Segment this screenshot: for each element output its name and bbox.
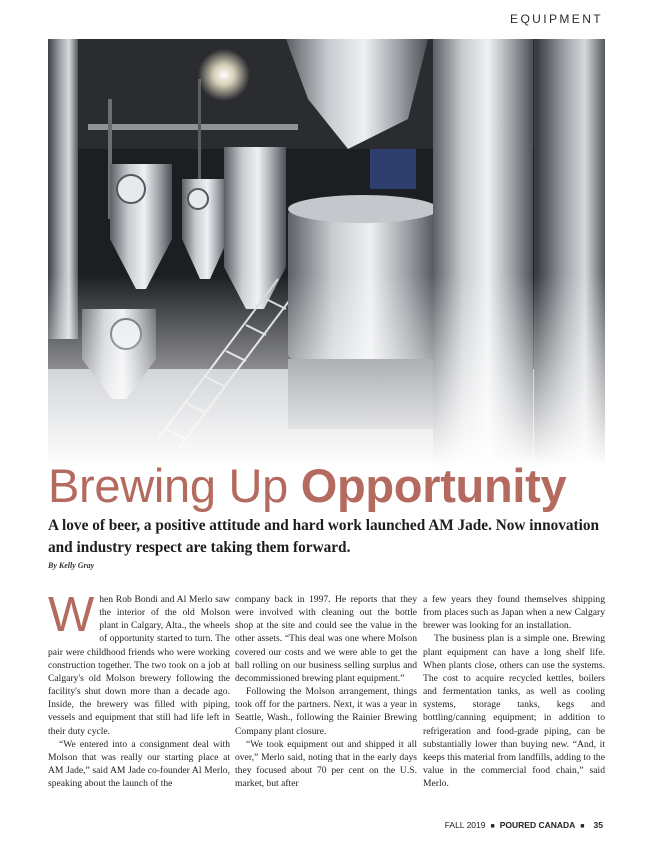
body-column-3 bbox=[423, 593, 605, 790]
body-column-2 bbox=[235, 593, 417, 790]
headline bbox=[48, 456, 566, 516]
separator-bullet-icon: ■ bbox=[580, 823, 585, 830]
headline-light: Brewing Up bbox=[48, 459, 288, 512]
brewery-tanks-photo bbox=[48, 39, 605, 467]
headline-bold: Opportunity bbox=[300, 459, 567, 512]
separator-bullet-icon: ■ bbox=[490, 823, 495, 830]
byline: By Kelly Gray bbox=[48, 561, 95, 570]
section-label: EQUIPMENT bbox=[510, 12, 603, 26]
paragraph bbox=[48, 588, 230, 738]
paragraph: “We entered into a consignment deal with Molson that was really our starting place at AM Jade,” said AM Jade co-founder Al Merlo, speaking about the launch of the bbox=[48, 738, 230, 790]
dropcap: W bbox=[48, 588, 95, 642]
magazine-name: POURED CANADA bbox=[499, 820, 576, 830]
paragraph: Following the Molson arrangement, things took off for the partners. Next, it was a year in Seattle, Wash., following the Rainier Brewing Company plant closure. bbox=[235, 686, 417, 737]
paragraph: “We took equipment out and shipped it all over,” Merlo said, noting that in the early days they focused about 70 per cent on the U.S. market, but after bbox=[235, 738, 417, 790]
dek: A love of beer, a positive attitude and hard work launched AM Jade. Now innovation and industry respect are taking them forward. bbox=[48, 517, 600, 556]
paragraph: company back in 1997. He reports that they were involved with cleaning out the bottle shop at the site and could see the value in the other assets. “This deal was one where Molson covered our costs and we were able to get the ball rolling on our business selling surplus and decommissioned brewing plant equipment.” bbox=[235, 594, 417, 684]
body-column-1 bbox=[48, 588, 230, 790]
page-footer bbox=[445, 820, 603, 830]
page-number: 35 bbox=[593, 820, 603, 830]
paragraph-text: hen Rob Bondi and Al Merlo saw the interior of the old Molson plant in Calgary, Alta., the wheels of opportunity started to turn. The pair were childhood friends who were working construction together. The two took on a job at Calgary's old Molson brewery following the facility's shut down more than a decade ago. Inside, the brewery was filled with piping, vessels and equipment that still had life left in their duty cycle. bbox=[48, 594, 230, 737]
paragraph: The business plan is a simple one. Brewing plant equipment can have a long shelf life. When plants close, others can use the systems. The cost to acquire recycled kettles, boilers and fermentation tanks, as well as cooling systems, storage tanks, kegs and bottling/canning equipment; in addition to refrigeration and food-grade piping, can be substantially lower than buying new. “And, it keeps this material from landfills, adding to the value in the commercial food chain,” said Merlo. bbox=[423, 633, 605, 790]
issue-date: FALL 2019 bbox=[444, 820, 486, 830]
paragraph: a few years they found themselves shipping from places such as Japan when a new Calgary brewer was looking for an installation. bbox=[423, 594, 605, 632]
